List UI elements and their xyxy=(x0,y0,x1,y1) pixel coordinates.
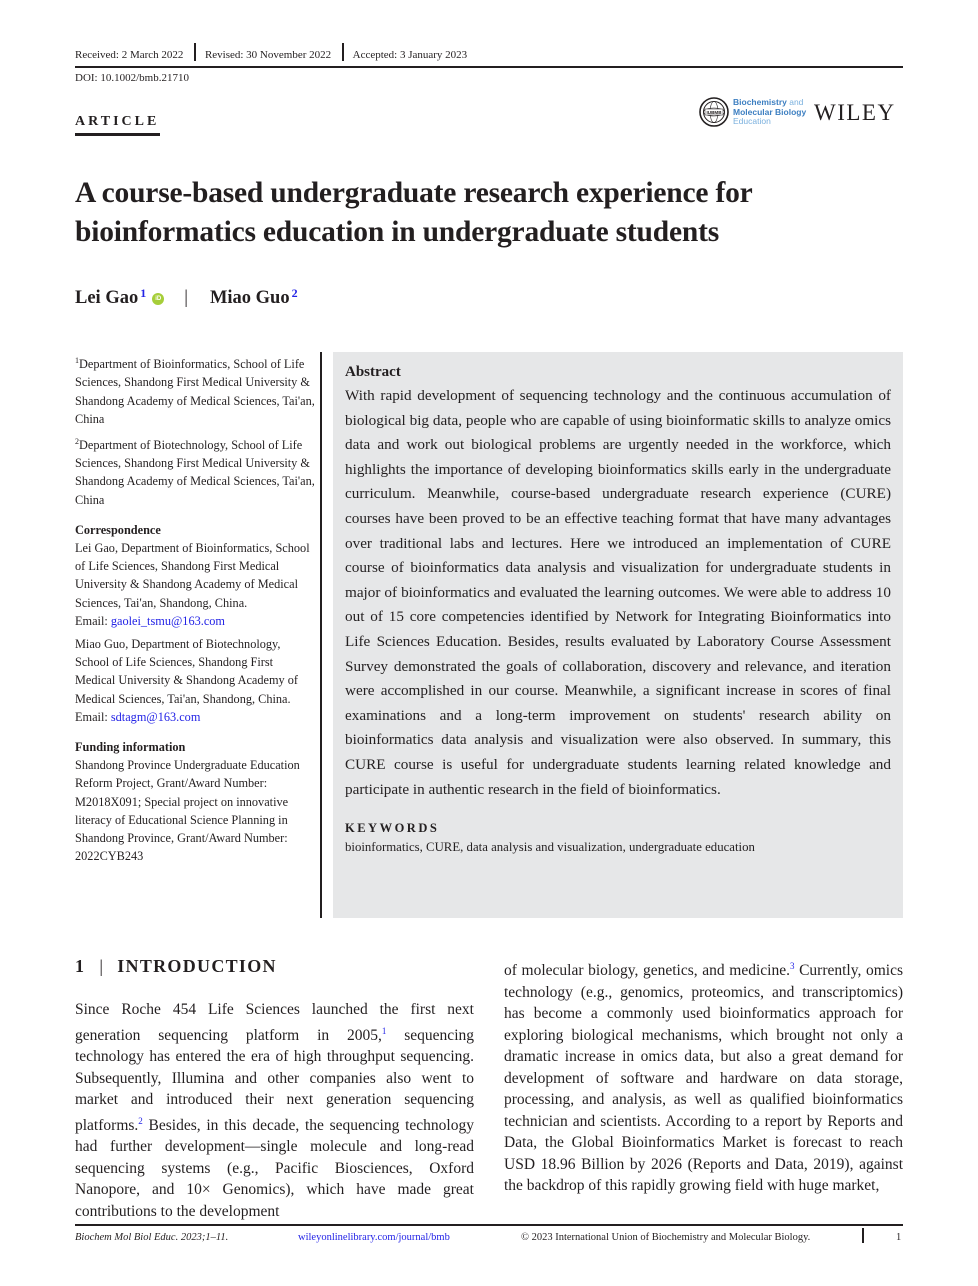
abstract-text: With rapid development of sequencing technology and the continuous accumulation of biological big data, people who are capable of using bioinformatic skills to analyze omics data and work out biological problems are urgently needed in the workforce, which highlights the importance of developing bioinformatics skills early in the undergraduate curriculum. Meanwhile, course-based undergraduate research experience (CURE) courses have been proved to be an effective teaching format that have many advantages over traditional labs and lectures. Here we introduced an implementation of CURE course of bioinformatics data analysis and visualization for undergraduate students in major of bioinformatics and evaluated the learning outcomes. We were able to address 10 out of 15 core competencies identified by Network for Integrating Bioinformatics into Life Sciences Education. Besides, results evaluated by Laboratory Course Assessment Survey demonstrated the goals of collaboration, discovery and relevance, and iteration were accomplished in our course. Meanwhile, a significant increase in scores of final examinations and a long-term improvement on students' research ability on bioinformatics data analysis and visualization were also observed. In summary, this CURE course is useful for undergraduate students learning related knowledge and participate in authentic research in the field of bioinformatics. xyxy=(345,387,891,798)
date-separator xyxy=(342,43,344,61)
author-separator: | xyxy=(184,288,188,308)
affiliation-number: 1 xyxy=(75,356,79,365)
email-label: Email: xyxy=(75,613,111,628)
citation-ref[interactable]: 1 xyxy=(381,1025,387,1036)
funding-text: Shandong Province Undergraduate Education Reform Project, Grant/Award Number: M2018X091; Special project on innovative literacy of Educational Science Planning in Shandong Province, Grant/Award Number: 2022CYB243 xyxy=(75,758,300,864)
wiley-logo[interactable]: WILEY xyxy=(814,100,896,125)
body-column-left xyxy=(75,999,474,1222)
body-text: of molecular biology, genetics, and medicine. xyxy=(504,962,790,980)
journal-line1: Biochemistry xyxy=(733,97,787,107)
title-line-2: bioinformatics education in undergraduate students xyxy=(75,216,719,248)
section-title: INTRODUCTION xyxy=(117,956,277,976)
affiliation-number: 2 xyxy=(75,436,79,446)
footer-rule xyxy=(75,1224,903,1226)
section-heading xyxy=(75,956,277,977)
affiliation-ref[interactable]: 1 xyxy=(140,286,147,300)
article-info-sidebar xyxy=(75,352,315,870)
affiliation-ref[interactable]: 2 xyxy=(291,286,298,300)
seal-text: IUBMB xyxy=(706,109,722,115)
citation-ref[interactable]: 2 xyxy=(138,1115,143,1126)
journal-line3: Education xyxy=(733,116,771,126)
journal-line2: Molecular Biology xyxy=(733,106,807,117)
body-column-right xyxy=(504,956,903,1197)
body-text: Besides, in this decade, the sequencing technology had further development—single molecule and long-read sequencing systems (e.g., Pacific Biosciences, Oxford Nanopore, and 10× Genomics), which have made great contributions to the development xyxy=(75,1116,474,1220)
date-separator xyxy=(194,43,196,61)
journal-line1-and: and xyxy=(786,97,804,107)
affiliation-text: Department of Bioinformatics, School of Life Sciences, Shandong First Medical University & Shandong Academy of Medical Sciences, Tai'an, China xyxy=(75,357,315,426)
affiliation-text: Department of Biotechnology, School of Life Sciences, Shandong First Medical University & Shandong Academy of Medical Sciences, Tai'an, China xyxy=(75,438,315,507)
correspondence-heading: Correspondence xyxy=(75,522,161,537)
doi[interactable]: DOI: 10.1002/bmb.21710 xyxy=(75,72,189,84)
accepted-date: Accepted: 3 January 2023 xyxy=(352,49,468,61)
affiliation xyxy=(75,433,315,509)
body-text: sequencing technology has entered the era of high throughput sequencing. Subsequently, Illumina and other companies also went to market and introduced their next generation sequencing platforms. xyxy=(75,1026,474,1134)
keywords: bioinformatics, CURE, data analysis and visualization, undergraduate education xyxy=(345,840,755,855)
keywords-heading: KEYWORDS xyxy=(345,821,440,836)
funding-heading: Funding information xyxy=(75,740,186,755)
email-link[interactable]: sdtagm@163.com xyxy=(110,709,201,724)
title-line-1: A course-based undergraduate research experience for xyxy=(75,177,753,209)
received-date: Received: 2 March 2022 xyxy=(75,49,184,61)
abstract-box xyxy=(333,352,903,918)
correspondence-entry xyxy=(75,635,315,726)
author-name[interactable]: Miao Guo xyxy=(209,288,290,308)
correspondence-text: Lei Gao, Department of Bioinformatics, School of Life Sciences, Shandong First Medical University & Shandong Academy of Medical Sciences, Tai'an, Shandong, China. xyxy=(75,541,310,610)
article-type: ARTICLE xyxy=(75,114,160,129)
article-title xyxy=(75,174,875,252)
header-rule xyxy=(75,66,903,68)
journal-citation: Biochem Mol Biol Educ. 2023;1–11. xyxy=(75,1232,229,1243)
publication-dates xyxy=(75,46,467,64)
body-text: Since Roche 454 Life Sciences launched the first next generation sequencing platform in 2005, xyxy=(75,1001,474,1044)
revised-date: Revised: 30 November 2022 xyxy=(204,49,332,61)
section-number: 1 xyxy=(75,956,86,976)
author-name[interactable]: Lei Gao xyxy=(75,288,139,308)
body-text: Currently, omics technology (e.g., genomics, proteomics, and transcriptomics) has become a commonly used bioinformatics approach for exploring biological mechanisms, which brought not only a dramatic increase in omics data, but also a great demand for development of software and hardware on data storage, processing, and analysis, as well as qualified bioinformatics technician and scientists. According to a report by Reports and Data, the Global Bioinformatics Market is forecast to reach USD 18.96 Billion by 2026 (Reports and Data, 2019), against the backdrop of this rapidly growing field with huge market, xyxy=(504,962,903,1195)
footer-separator xyxy=(862,1228,864,1243)
section-separator: | xyxy=(99,956,105,976)
page-number: 1 xyxy=(896,1232,902,1243)
column-divider xyxy=(320,352,322,918)
journal-link[interactable]: wileyonlinelibrary.com/journal/bmb xyxy=(298,1232,450,1243)
correspondence-text: Miao Guo, Department of Biotechnology, School of Life Sciences, Shandong First Medical University & Shandong Academy of Medical Sciences, Tai'an, Shandong, China. xyxy=(75,637,299,706)
correspondence-entry xyxy=(75,539,315,630)
email-label: Email: xyxy=(75,709,111,724)
email-link[interactable]: gaolei_tsmu@163.com xyxy=(110,613,225,628)
copyright: © 2023 International Union of Biochemistry and Molecular Biology. xyxy=(521,1232,811,1243)
orcid-icon[interactable]: iD xyxy=(152,293,164,305)
journal-name[interactable] xyxy=(733,98,806,127)
abstract-heading: Abstract xyxy=(345,364,401,380)
citation-ref[interactable]: 3 xyxy=(789,961,795,971)
article-type-underline xyxy=(75,133,160,136)
iubmb-seal-icon xyxy=(699,97,729,127)
affiliation xyxy=(75,352,315,428)
author-list xyxy=(75,288,298,309)
